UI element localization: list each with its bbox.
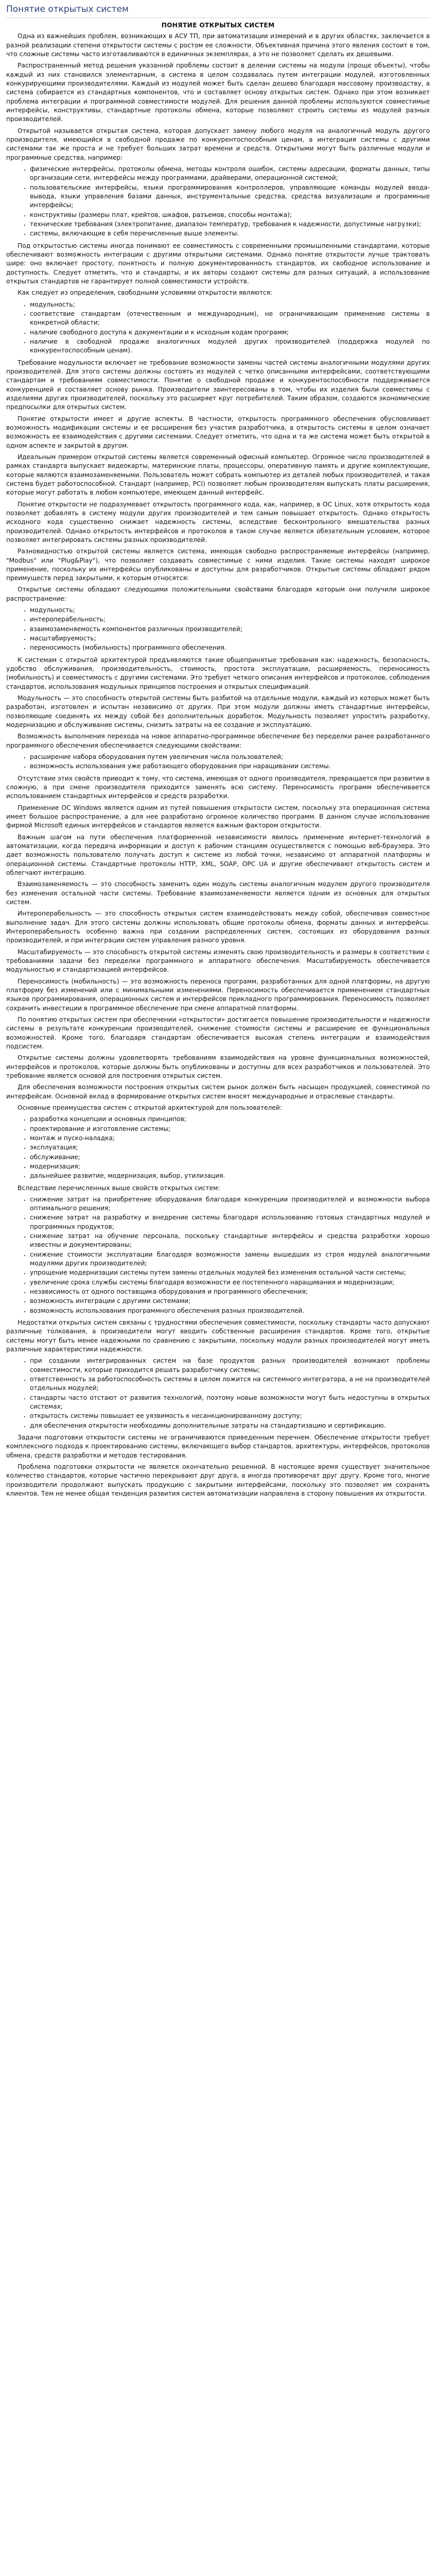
paragraph: Задачи подготовки открытости системы не ограничиваются приведенным перечнем. Обеспечение открытости требует комплексного подхода к проектированию системы, включающего выбор стандартов, архитектуры, интерфейсов, протоколов обмена, средств разработки и методов тестирования. (6, 1434, 430, 1459)
list-item: • дальнейшее развитие, модернизация, выбор, утилизация. (30, 1172, 430, 1180)
list-item: • возможность использования уже работающего оборудования при наращивании системы. (30, 762, 430, 771)
list-item: • конструктивы (размеры плат, крейтов, шкафов, разъемов, способы монтажа); (30, 211, 430, 219)
list-item: • независимость от одного поставщика оборудования и программного обеспечения; (30, 1287, 430, 1296)
list-item: • соответствие стандартам (отечественным и международным), не ограничивающим применение системы в конкретной области; (30, 310, 430, 328)
bullet-list (6, 165, 430, 239)
list-item: • технические требования (электропитание, диапазон температур, требования к надежности, допустимые нагрузки); (30, 220, 430, 229)
paragraph: Интероперабельность — это способность открытых систем взаимодействовать между собой, обеспечивая совместное выполнение задач. Для этого системы должны использовать общие протоколы обмена, форматы данных и интерфейсы. Интероперабельность особенно важна при создании распределенных систем, состоящих из оборудования разных производителей, и при интеграции систем управления разного уровня. (6, 910, 430, 944)
bullet-list (6, 1357, 430, 1430)
list-item: • для обеспечения открытости необходимы дополнительные затраты на стандартизацию и сертификацию. (30, 1421, 430, 1430)
list-item: • снижение стоимости эксплуатации благодаря возможности замены вышедших из строя модулей аналогичными модулями других производителей; (30, 1250, 430, 1268)
paragraph: Отсутствие этих свойств приводит к тому, что система, имеющая от одного производителя, превращается при развитии в сложную, а при смене производителя приходится заменять всю систему. Переносимость программ обеспечивается использованием стандартных интерфейсов и средств разработки. (6, 774, 430, 800)
paragraph: К системам с открытой архитектурой предъявляются такие общепринятые требования как: надежность, безопасность, удобство обслуживания, производительность, стоимость, простота эксплуатации, расширяемость, переносимость (мобильность) и совместимость с другими системами. Это требует четкого описания интерфейсов и протоколов, соблюдения стандартов, использования модульных принципов построения и открытых спецификаций. (6, 656, 430, 690)
list-item: • пользовательские интерфейсы, языки программирования контроллеров, управляющие команды модулей ввода-вывода, языки управления базами данных, инструментальные средства, средства визуализации и программные интерфейсы; (30, 183, 430, 210)
paragraph: Основные преимущества систем с открытой архитектурой для пользователей: (18, 1104, 282, 1111)
paragraph: Взаимозаменяемость — это способность заменить один модуль системы аналогичным модулем другого производителя без изменения остальной части системы. Требование взаимозаменяемости является одним из основных для открытых систем. (6, 880, 430, 906)
list-item: • системы, включающие в себя перечисленные выше элементы. (30, 229, 430, 238)
list-item: • наличие в свободной продаже аналогичных модулей других производителей (поддержка модулей по конкурентоспособным ценам). (30, 337, 430, 355)
list-item: • упрощение модернизации системы путем замены отдельных модулей без изменения остальной части системы; (30, 1268, 430, 1277)
paragraph: Недостатки открытых систем связаны с трудностями обеспечения совместимости, поскольку стандарты часто допускают различные толкования, а производители могут вводить собственные расширения стандартов. Кроме того, открытые системы могут быть менее надежными по сравнению с закрытыми, поскольку модули разных производителей могут иметь различные характеристики надежности. (6, 1319, 430, 1353)
paragraph: Идеальным примером открытой системы является современный офисный компьютер. Огромное число производителей в рамках стандарта выпускает видеокарты, материнские платы, процессоры, оперативную память и другие комплектующие, которые являются взаимозаменяемыми. Пользователь может собрать компьютер из деталей любых производителей, и такая система будет работоспособной. Стандарт (например, PCI) позволяет любым производителям выпускать платы расширения, которые могут работать в любом компьютере, имеющем данный интерфейс. (6, 453, 430, 497)
paragraph: По понятию открытых систем при обеспечении «открытости» достигается повышение производительности и надежности системы в результате конкуренции производителей, снижение стоимости системы и расширение ее функциональных возможностей. Кроме того, благодаря стандартам обеспечивается высокая степень интеграции и взаимодействия подсистем. (6, 1015, 430, 1050)
paragraph: Понятие открытости не подразумевает открытость программного кода, как, например, в ОС Linux, хотя открытость кода позволяет добавлять в систему модули других производителей и тем самым повышает открытость. Однако открытость исходного кода существенно снижает надежность системы, вследствие бесконтрольного вмешательства разных производителей. Однако открытость интерфейсов и протоколов в таком случае является обязательным условием, которое позволяет интегрировать системы разных производителей. (6, 500, 430, 544)
list-item: • проектирование и изготовление системы; (30, 1125, 430, 1133)
paragraph: Распространенный метод решения указанной проблемы состоит в делении системы на модули (проще объекты), чтобы каждый из них становился элементарным, а система в целом создавалась путем интеграции модулей, изготовленных конкурирующими производителями. Каждый из модулей может быть сделан дешево благодаря массовому производству, а система собирается из стандартных компонентов, что и составляет основу открытых систем. Однако при этом возникает проблема интеграции и программной совместимости модулей. Для решения данной проблемы используются совместимые интерфейсы, конструктивы, стандартные протоколы обмена, которые позволяют строить системы из модулей разных производителей. (6, 62, 430, 123)
bullet-list (6, 1195, 430, 1315)
list-item: • снижение затрат на разработку и внедрение системы благодаря использованию готовых стандартных модулей и программных продуктов; (30, 1213, 430, 1231)
paragraph: Открытые системы должны удовлетворять требованиям взаимодействия на уровне функциональных возможностей, интерфейсов и протоколов, которые должны быть опубликованы и доступны для всех разработчиков и пользователей. Это требование является основой для построения открытых систем. (6, 1054, 430, 1079)
paragraph: Как следует из определения, свободными условиями открытости являются: (18, 289, 273, 297)
bullet-list (6, 606, 430, 653)
list-item: • взаимозаменяемость компонентов различных производителей; (30, 625, 430, 634)
paragraph: Открытые системы обладают следующими положительными свойствами благодаря которым они получили широкое распространение: (6, 586, 430, 602)
bullet-list (6, 300, 430, 355)
bullet-list (6, 1115, 430, 1180)
list-item: • снижение затрат на обучение персонала, поскольку стандартные интерфейсы и средства разработки хорошо известны и документированы; (30, 1232, 430, 1250)
list-item: • возможность интеграции с другими системами; (30, 1297, 430, 1306)
paragraph: Масштабируемость — это способность открытой системы изменять свою производительность и размеры в соответствии с требованиями задачи без переделки программного и аппаратного обеспечения. Масштабируемость обеспечивается модульностью и стандартизацией интерфейсов. (6, 948, 430, 974)
list-item: • обслуживание; (30, 1153, 430, 1162)
list-item: • интероперабельность; (30, 615, 430, 624)
paragraph: Модульность — это способность открытой системы быть разбитой на отдельные модули, каждый из которых может быть разработан, изготовлен и испытан независимо от других. При этом модули должны иметь стандартные интерфейсы, позволяющие соединять их между собой без дополнительных доработок. Модульность позволяет упростить разработку, модернизацию и обслуживание системы, снизить затраты на ее создание и эксплуатацию. (6, 694, 430, 729)
list-item: • разработка концепции и основных принципов; (30, 1115, 430, 1124)
paragraph: Одна из важнейших проблем, возникающих в АСУ ТП, при автоматизации измерений и в других областях, заключается в разной реализации степени открытости системы с ростом ее сложности. Объективная причина этого явления состоит в том, что сложные системы часто изготавливаются в единичных экземплярах, а это не позволяет сделать их дешевыми. (6, 32, 430, 58)
list-item: • переносимость (мобильность) программного обеспечения. (30, 643, 430, 652)
list-item: • ответственность за работоспособность системы в целом ложится на системного интегратора, а не на производителей отдельных модулей; (30, 1375, 430, 1393)
paragraph: Понятие открытости имеет и другие аспекты. В частности, открытость программного обеспечения обусловливает возможность модификации системы и ее расширения без участия разработчика, а открытость системы в целом означает возможность ее взаимодействия с другими системами. Следует отметить, что одна и та же система может быть открытой в одном аспекте и закрытой в другом. (6, 415, 430, 449)
paragraph: Для обеспечения возможности построения открытых систем рынок должен быть насыщен продукцией, совместимой по интерфейсам. Основной вклад в формирование открытых систем вносят международные и отраслевые стандарты. (6, 1083, 430, 1100)
paragraph: Применение ОС Windows является одним из путей повышения открытости систем, поскольку эта операционная система имеет большое распространение, а для нее разработано огромное количество программ. В данном случае использование фирмой Microsoft единых интерфейсов и стандартов является важным фактором открытости. (6, 804, 430, 829)
list-item: • открытость системы повышает ее уязвимость к несанкционированному доступу; (30, 1412, 430, 1420)
paragraph: Требование модульности включает не требование возможности замены частей системы аналогичными модулями других производителей. Для этого системы должны состоять из модулей с четко описанными интерфейсами, соответствующими стандартам и требованиям совместимости. Понятие о свободной продаже и конкурентоспособности поддерживается конкуренцией и составляет основу рынка. Производители заинтересованы в том, чтобы их изделия были совместимы с изделиями других производителей, поскольку это расширяет круг потребителей. Таким образом, создаются экономические предпосылки для открытых систем. (6, 359, 430, 411)
page-title: Понятие открытых систем (6, 3, 430, 18)
list-item: • физические интерфейсы, протоколы обмена, методы контроля ошибок, системы адресации, форматы данных, типы организации сети, интерфейсы между программами, драйверами, операционной системой; (30, 165, 430, 183)
paragraph: Открытой называется открытая система, которая допускает замену любого модуля на аналогичный модуль другого производителя, имеющийся в свободной продаже по конкурентоспособным ценам, а интеграция системы с другими системами так же проста и не требует больших затрат времени и средств. Открытыми могут быть различные модули и программные средства, например: (6, 127, 430, 161)
list-item: • увеличение срока службы системы благодаря возможности ее постепенного наращивания и модернизации; (30, 1278, 430, 1287)
list-item: • расширение набора оборудования путем увеличения числа пользователей; (30, 753, 430, 761)
list-item: • наличие свободного доступа к документации и к исходным кодам программ; (30, 328, 430, 337)
paragraph: Разновидностью открытой системы является система, имеющая свободно распространяемые интерфейсы (например, "Modbus" или "Plug&Play"), что позволяет создавать совместимые с ними изделия. Такие системы находят широкое применение, поскольку их интерфейсы опубликованы и доступны для разработчиков. Открытые системы обладают рядом преимуществ перед закрытыми, к которым относятся: (6, 548, 430, 582)
list-item: • модернизация; (30, 1162, 430, 1171)
paragraph: Переносимость (мобильность) — это возможность переноса программ, разработанных для одной платформы, на другую платформу без изменений или с минимальными изменениями. Переносимость обеспечивается применением стандартных языков программирования, операционных систем и интерфейсов прикладного программирования. Переносимость позволяет сохранить инвестиции в программное обеспечение при смене аппаратной платформы. (6, 977, 430, 1012)
document-body (6, 32, 430, 1498)
paragraph: Вследствие перечисленных выше свойств открытых систем: (18, 1184, 220, 1192)
paragraph: Проблема подготовки открытости не является окончательно решенной. В настоящее время существует значительное количество стандартов, которые частично перекрывают друг друга, а иногда противоречат друг другу. Кроме того, многие производители продолжают выпускать продукцию с закрытыми интерфейсами, поскольку это позволяет им сохранять клиентов. Тем не менее общая тенденция развития систем автоматизации направлена в сторону повышения их открытости. (6, 1463, 430, 1497)
list-item: • стандарты часто отстают от развития технологий, поэтому новые возможности могут быть недоступны в открытых системах; (30, 1394, 430, 1412)
paragraph: Важным шагом на пути обеспечения платформенной независимости явилось применение интернет-технологий в автоматизации, когда передача информации и доступ к рабочим станциям осуществляется с помощью веб-браузера. Это дает возможность пользователю получать доступ к системе из любой точки, независимо от аппаратной платформы и операционной системы. Стандартные протоколы HTTP, XML, SOAP, OPC UA и другие обеспечивают открытость систем и облегчают интеграцию. (6, 833, 430, 876)
list-item: • снижение затрат на приобретение оборудования благодаря конкуренции производителей и возможности выбора оптимального решения; (30, 1195, 430, 1213)
bullet-list (6, 753, 430, 771)
list-item: • эксплуатация; (30, 1143, 430, 1152)
document-heading: ПОНЯТИЕ ОТКРЫТЫХ СИСТЕМ (161, 22, 275, 29)
list-item: • масштабируемость; (30, 634, 430, 643)
paragraph: Возможность выполнения перехода на новое аппаратно-программное обеспечение без переделки ранее разработанного программного обеспечения обеспечивается следующими свойствами: (6, 733, 430, 749)
list-item: • модульность; (30, 300, 430, 309)
list-item: • при создании интегрированных систем на базе продуктов разных производителей возникают проблемы совместимости, которые приходится решать разработчику системы; (30, 1357, 430, 1375)
list-item: • модульность; (30, 606, 430, 615)
list-item: • возможность использования программного обеспечения разных производителей. (30, 1307, 430, 1315)
list-item: • монтаж и пуско-наладка; (30, 1134, 430, 1143)
paragraph: Под открытостью системы иногда понимают ее совместимость с современными промышленными стандартами, которые обеспечивают возможность интеграции с другими открытыми системами. Однако понятие открытости лучше трактовать шире: оно включает простоту, понятность и полную документированность стандартов, их свободное использование и доступность. Следует отметить, что и стандарты, и их авторы создают системы для разных ситуаций, а использование открытых стандартов не гарантирует полной совместимости устройств. (6, 242, 430, 285)
